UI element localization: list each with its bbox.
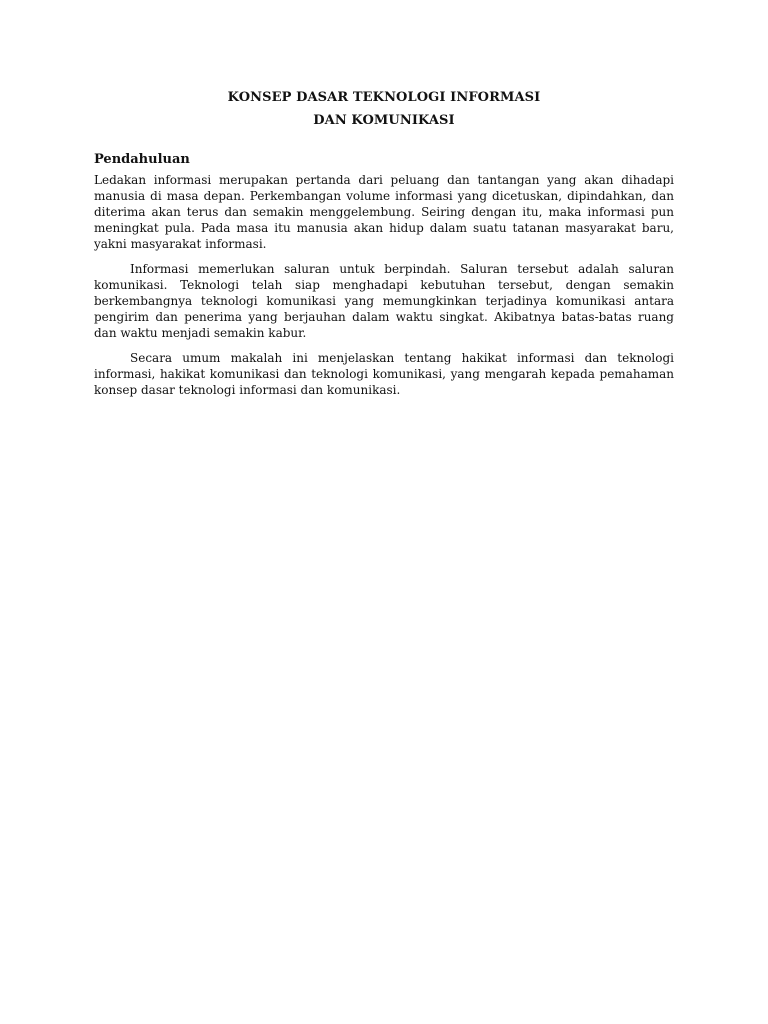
paragraph-3: Secara umum makalah ini menjelaskan tentang hakikat informasi dan teknologi informasi, hakikat komunikasi dan teknologi komunikasi, yang mengarah kepada pemahaman konsep dasar teknologi informasi dan komunikasi. — [94, 351, 674, 397]
title-line-1: KONSEP DASAR TEKNOLOGI INFORMASI — [227, 90, 541, 105]
paragraph-1: Ledakan informasi merupakan pertanda dari peluang dan tantangan yang akan dihadapi manusia di masa depan. Perkembangan volume informasi yang dicetuskan, dipindahkan, dan diterima akan terus dan semakin menggelembung. Seiring dengan itu, maka informasi pun meningkat pula. Pada masa itu manusia akan hidup dalam suatu tatanan masyarakat baru, yakni masyarakat informasi. — [94, 173, 674, 251]
section-heading: Pendahuluan — [94, 152, 190, 167]
paragraph-2: Informasi memerlukan saluran untuk berpindah. Saluran tersebut adalah saluran komunikasi. Teknologi telah siap menghadapi kebutuhan tersebut, dengan semakin berkembangnya teknologi komunikasi yang memungkinkan terjadinya komunikasi antara pengirim dan penerima yang berjauhan dalam waktu singkat. Akibatnya batas-batas ruang dan waktu menjadi semakin kabur. — [94, 262, 674, 340]
title-line-2: DAN KOMUNIKASI — [313, 113, 455, 128]
document-body — [94, 151, 674, 407]
document-title — [94, 86, 674, 132]
